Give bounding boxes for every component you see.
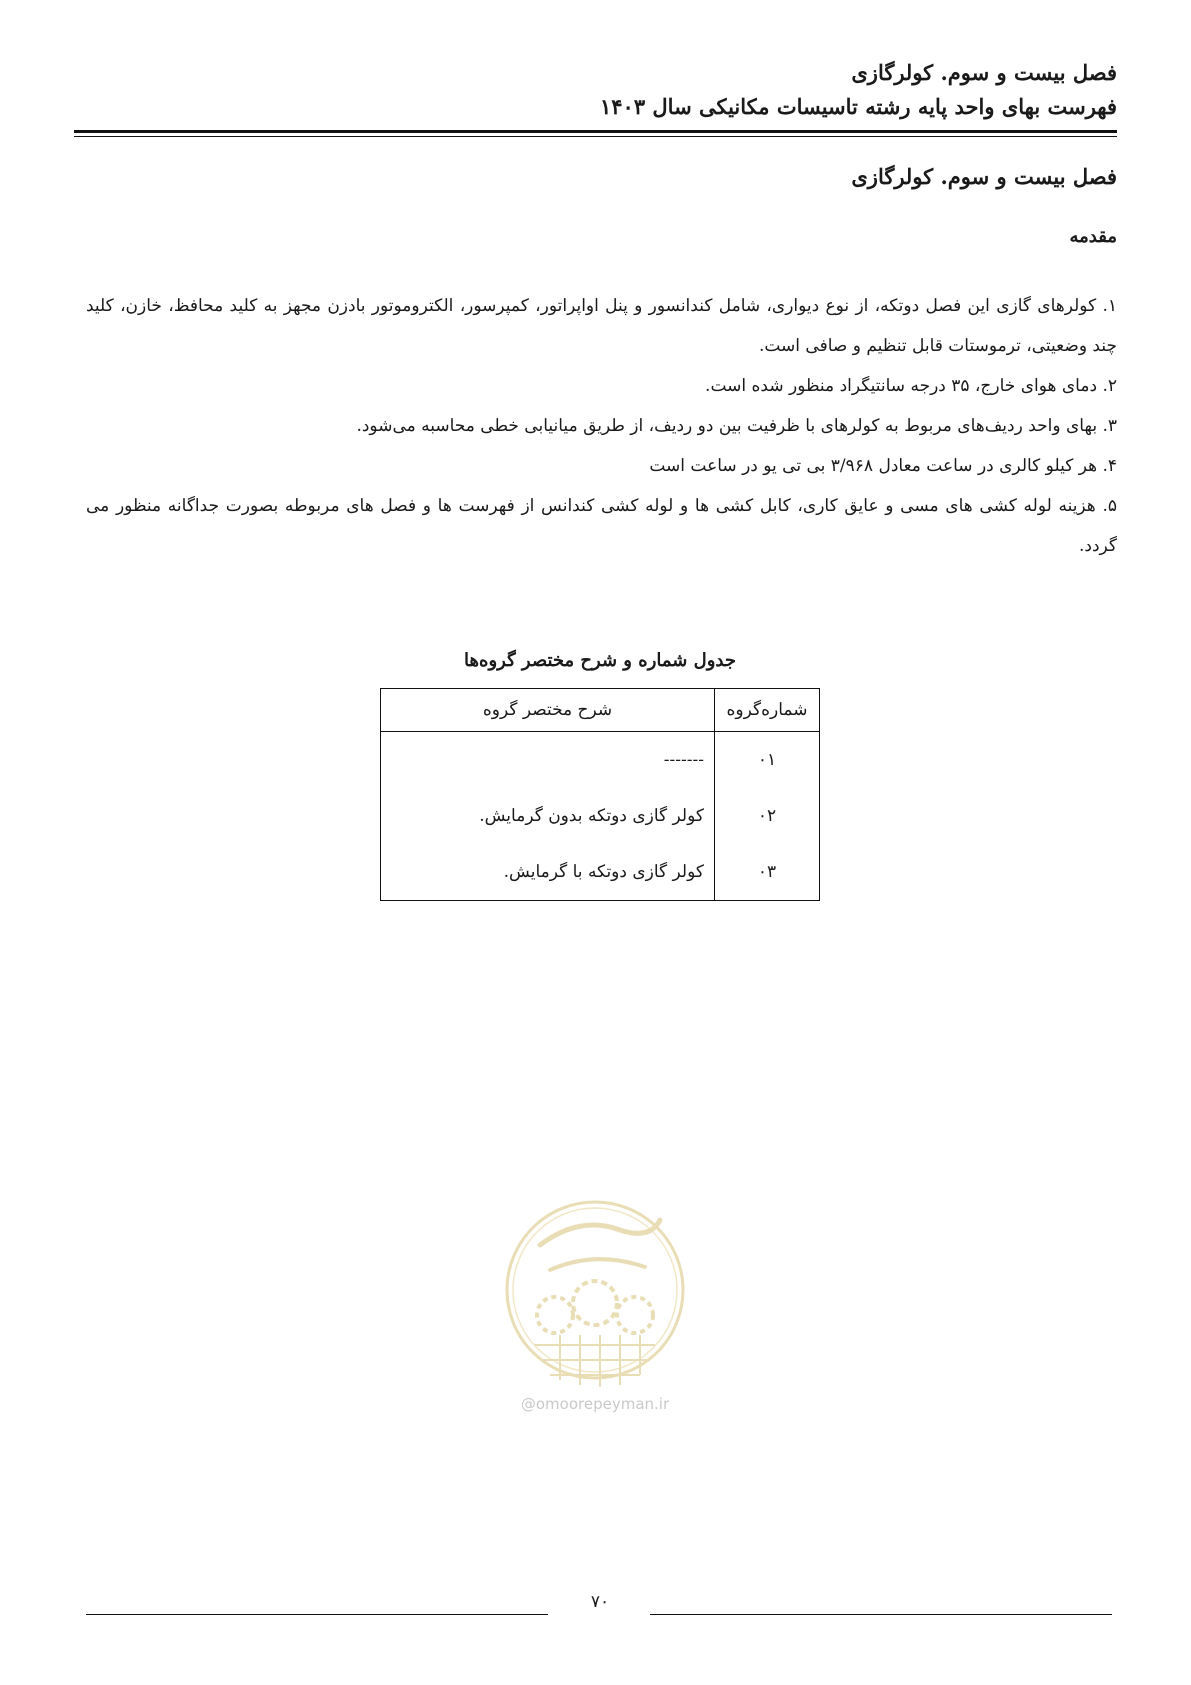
table-caption: جدول شماره و شرح مختصر گروه‌ها: [464, 650, 736, 671]
paragraph-1: ۱. کولرهای گازی این فصل دوتکه، از نوع دیواری، شامل کندانسور و پنل اواپراتور، کمپرسور، الکتروموتور بادزن مجهز به کلید محافظ، خازن، کلید چند وضعیتی، ترموستات قابل تنظیم و صافی است.: [86, 296, 1117, 356]
group-number: ۰۱: [715, 732, 820, 789]
header-rule-thin: [74, 136, 1117, 137]
header-subtitle: فهرست بهای واحد پایه رشته تاسیسات مکانیکی سال ۱۴۰۳: [599, 94, 1117, 119]
group-number: ۰۳: [715, 844, 820, 901]
header-chapter: فصل بیست و سوم. کولرگازی: [851, 60, 1117, 85]
page-number: ۷۰: [590, 1592, 610, 1612]
group-description: کولر گازی دوتکه بدون گرمایش.: [381, 788, 715, 844]
paragraph-4: ۴. هر کیلو کالری در ساعت معادل ۳/۹۶۸ بی تی یو در ساعت است: [649, 456, 1117, 476]
page-header: [74, 56, 1117, 124]
footer-rule-right: [650, 1614, 1112, 1615]
table-row: [381, 788, 820, 844]
paragraph-5: ۵. هزینه لوله کشی های مسی و عایق کاری، کابل کشی ها و لوله کشی کندانس از فهرست ها و فصل های مربوطه بصورت جداگانه منظور می گردد.: [86, 496, 1117, 556]
table-row: [381, 844, 820, 901]
table-header-row: [381, 689, 820, 732]
header-group-description: شرح مختصر گروه: [381, 689, 715, 732]
header-group-number: شماره‌گروه: [715, 689, 820, 732]
footer-rule-left: [86, 1614, 548, 1615]
paragraph-2: ۲. دمای هوای خارج، ۳۵ درجه سانتیگراد منظور شده است.: [705, 376, 1117, 396]
chapter-title: فصل بیست و سوم. کولرگازی: [851, 164, 1117, 189]
table-row: [381, 732, 820, 789]
intro-body: [86, 286, 1117, 566]
group-description: -------: [381, 732, 715, 789]
groups-table: [380, 688, 820, 901]
header-rule-thick: [74, 130, 1117, 133]
intro-heading: مقدمه: [1069, 226, 1117, 247]
group-number: ۰۲: [715, 788, 820, 844]
watermark-logo: [500, 1175, 690, 1405]
watermark-site: @omoorepeyman.ir: [520, 1395, 670, 1413]
group-description: کولر گازی دوتکه با گرمایش.: [381, 844, 715, 901]
paragraph-3: ۳. بهای واحد ردیف‌های مربوط به کولرهای با ظرفیت بین دو ردیف، از طریق میانیابی خطی محاسبه می‌شود.: [356, 416, 1117, 436]
